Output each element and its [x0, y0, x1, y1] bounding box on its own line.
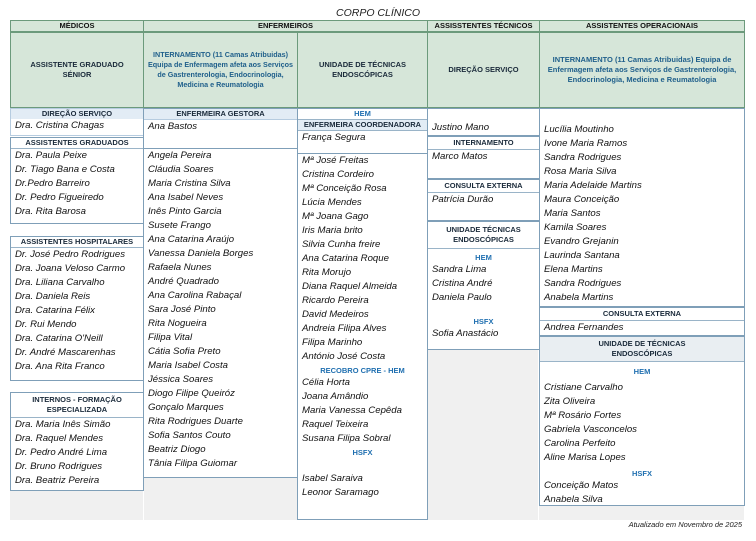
list-item: Ricardo Pereira [302, 295, 369, 306]
list-item: Cristina Cordeiro [302, 169, 374, 180]
list-item: Leonor Saramago [302, 487, 379, 498]
section-title: HEM [428, 253, 539, 263]
subheader-tecnicos: DIREÇÃO SERVIÇO [427, 32, 540, 108]
list-item: Dra. Maria Inês Simão [15, 419, 111, 430]
list-item: Dra. Joana Veloso Carmo [15, 263, 126, 274]
list-item: Lucília Moutinho [544, 124, 614, 135]
list-item: Vanessa Daniela Borges [148, 248, 254, 259]
list-item: Célia Horta [302, 377, 350, 388]
medicos-hospitalares-box [10, 236, 144, 381]
list-item: Rosa Maria Silva [544, 166, 617, 177]
list-item: Rita Rodrigues Duarte [148, 416, 243, 427]
list-item: Lúcia Mendes [302, 197, 362, 208]
tecnicos-ute-box [427, 221, 540, 350]
list-item: Maria Cristina Silva [148, 178, 231, 189]
header-medicos: MÉDICOS [10, 20, 144, 32]
list-item: Dra. Liliana Carvalho [15, 277, 105, 288]
list-item: Tânia Filipa Guiomar [148, 458, 238, 469]
list-item: Sandra Rodrigues [544, 152, 622, 163]
subheader-operacionais: INTERNAMENTO (11 Camas Atribuidas) Equipa de Enfermagem afeta aos Serviços de Gastrenterologia, Endocrinologia, Medicina e Reumatologia [539, 32, 745, 108]
list-item: Sofia Anastácio [432, 328, 499, 339]
header-operacionais: ASSISTENTES OPERACIONAIS [539, 20, 745, 32]
list-item: Evandro Grejanin [544, 236, 619, 247]
list-item: Justino Mano [432, 122, 490, 133]
list-item: Cristiane Carvalho [544, 382, 623, 393]
header-enfermeiros: ENFERMEIROS [143, 20, 428, 32]
list-item: Dr. José Pedro Rodrigues [15, 249, 126, 260]
list-item: Dr. Rui Mendo [15, 319, 77, 330]
subheader-enf-tecnicas: UNIDADE DE TÉCNICAS ENDOSCÓPICAS [297, 32, 428, 108]
medicos-direcao-box [10, 108, 144, 136]
list-item: Dra. Paula Peixe [15, 150, 87, 161]
list-item: Ana Carolina Rabaçal [148, 290, 242, 301]
empty-area [144, 477, 297, 520]
subheader-medicos: ASSISTENTE GRADUADO SÉNIOR [10, 32, 144, 108]
list-item: Jéssica Soares [148, 374, 214, 385]
section-title: HSFX [540, 469, 744, 479]
section-title: ASSISTENTES GRADUADOS [11, 138, 143, 149]
list-item: Joana Amândio [302, 391, 369, 402]
list-item: Dr.Pedro Barreiro [15, 178, 90, 189]
list-item: Zita Oliveira [544, 396, 596, 407]
list-item: Diogo Filipe Queiróz [148, 388, 235, 399]
enf-internamento-box [143, 108, 298, 478]
list-item: Maria Santos [544, 208, 601, 219]
list-item: Susana Filipa Sobral [302, 433, 391, 444]
list-item: Filipa Vital [148, 332, 193, 343]
section-title: UNIDADE TÉCNICAS ENDOSCÓPICAS [428, 222, 539, 249]
section-title: HEM [298, 109, 427, 120]
list-item: Conceição Matos [544, 480, 619, 491]
list-item: Maria Isabel Costa [148, 360, 228, 371]
list-item: Cátia Sofia Preto [148, 346, 221, 357]
list-item: Anabela Silva [544, 494, 603, 505]
list-item: Gabriela Vasconcelos [544, 424, 637, 435]
list-item: Sandra Rodrigues [544, 278, 622, 289]
operacionais-ute-box [539, 336, 745, 506]
list-item: Dra. Daniela Reis [15, 291, 91, 302]
list-item: Dr. Bruno Rodrigues [15, 461, 103, 472]
list-item: Mª Rosário Fortes [544, 410, 622, 421]
list-item: Isabel Saraiva [302, 473, 363, 484]
empty-area [539, 506, 744, 520]
section-title: ENFERMEIRA COORDENADORA [298, 120, 427, 131]
medicos-internos-box [10, 392, 144, 491]
list-item: Cristina André [432, 278, 493, 289]
list-item: Beatriz Diogo [148, 444, 206, 455]
list-item: Ana Bastos [144, 120, 297, 149]
list-item: Dra. Beatriz Pereira [15, 475, 100, 486]
list-item: Susete Frango [148, 220, 211, 231]
list-item: Aline Marisa Lopes [544, 452, 626, 463]
subheader-enf-internamento: INTERNAMENTO (11 Camas Atribuidas) Equipa de Enfermagem afeta aos Serviços de Gastrenterologia, Endocrinologia, Medicina e Reumatologia [143, 32, 298, 108]
section-title: CONSULTA EXTERNA [428, 180, 539, 193]
list-item: França Segura [298, 131, 427, 154]
list-item: Maura Conceição [544, 194, 620, 205]
list-item: Sofia Santos Couto [148, 430, 231, 441]
list-item: Kamila Soares [544, 222, 607, 233]
list-item: Mª Joana Gago [302, 211, 369, 222]
list-item: Dra. Catarina O'Neill [15, 333, 103, 344]
section-title: UNIDADE DE TÉCNICAS ENDOSCÓPICAS [540, 337, 744, 362]
list-item: David Medeiros [302, 309, 369, 320]
list-item: Laurinda Santana [544, 250, 620, 261]
list-item: Ana Catarina Araújo [148, 234, 235, 245]
list-item: André Quadrado [148, 276, 219, 287]
list-item: Dra. Cristina Chagas [15, 120, 105, 131]
tecnicos-internamento-box [427, 136, 540, 179]
list-item: Filipa Marinho [302, 337, 363, 348]
tecnicos-direcao-box [427, 108, 540, 136]
list-item: Dr. Pedro André Lima [15, 447, 108, 458]
list-item: Iris Maria brito [302, 225, 363, 236]
section-title: RECOBRO CPRE - HEM [298, 366, 427, 376]
list-item: Dr. Pedro Figueiredo [15, 192, 104, 203]
list-item: Maria Adelaide Martins [544, 180, 642, 191]
section-title: CONSULTA EXTERNA [540, 308, 744, 321]
list-item: Dra. Ana Rita Franco [15, 361, 105, 372]
section-title: ENFERMEIRA GESTORA [144, 109, 297, 120]
list-item: Andrea Fernandes [544, 322, 624, 333]
section-title: HEM [540, 367, 744, 377]
list-item: Elena Martins [544, 264, 603, 275]
list-item: Sara José Pinto [148, 304, 216, 315]
list-item: Dr. André Mascarenhas [15, 347, 116, 358]
list-item: Silvia Cunha freire [302, 239, 381, 250]
list-item: Carolina Perfeito [544, 438, 616, 449]
list-item: Mª Conceição Rosa [302, 183, 387, 194]
list-item: Anabela Martins [544, 292, 614, 303]
list-item: Dra. Raquel Mendes [15, 433, 103, 444]
list-item: Raquel Teixeira [302, 419, 369, 430]
empty-area [10, 490, 143, 520]
list-item: Patrícia Durão [432, 194, 494, 205]
section-title: HSFX [428, 317, 539, 327]
list-item: Dra. Rita Barosa [15, 206, 86, 217]
section-title: HSFX [298, 448, 427, 458]
empty-area [427, 350, 538, 520]
list-item: Gonçalo Marques [148, 402, 224, 413]
list-item: Cláudia Soares [148, 164, 214, 175]
list-item: António José Costa [302, 351, 386, 362]
page-title: CORPO CLÍNICO [335, 7, 420, 19]
header-tecnicos: ASSISSTENTES TÉCNICOS [427, 20, 540, 32]
list-item: Rita Nogueira [148, 318, 207, 329]
section-title: ASSISTENTES HOSPITALARES [11, 237, 143, 248]
enf-tecnicas-box [297, 108, 428, 520]
medicos-graduados-box [10, 137, 144, 224]
list-item: Dra. Catarina Félix [15, 305, 95, 316]
update-note: Atualizado em Novembro de 2025 [628, 520, 742, 529]
list-item: Diana Raquel Almeida [302, 281, 398, 292]
list-item: Inês Pinto Garcia [148, 206, 222, 217]
list-item: Ana Catarina Roque [302, 253, 389, 264]
tecnicos-consulta-box [427, 179, 540, 221]
list-item: Sandra Lima [432, 264, 487, 275]
section-title: INTERNAMENTO [428, 137, 539, 150]
list-item: Rafaela Nunes [148, 262, 212, 273]
list-item: Mª José Freitas [302, 155, 369, 166]
list-item: Ivone Maria Ramos [544, 138, 628, 149]
operacionais-consulta-box [539, 307, 745, 336]
list-item: Andreia Filipa Alves [302, 323, 387, 334]
list-item: Dr. Tiago Bana e Costa [15, 164, 115, 175]
list-item: Ana Isabel Neves [148, 192, 224, 203]
operacionais-internamento-box [539, 108, 745, 307]
list-item: Maria Vanessa Cepêda [302, 405, 402, 416]
section-title: DIREÇÃO SERVIÇO [11, 109, 143, 119]
list-item: Marco Matos [432, 151, 488, 162]
list-item: Daniela Paulo [432, 292, 492, 303]
list-item: Angela Pereira [148, 150, 212, 161]
section-title: INTERNOS - FORMAÇÃO ESPECIALIZADA [11, 393, 143, 418]
list-item: Rita Morujo [302, 267, 352, 278]
